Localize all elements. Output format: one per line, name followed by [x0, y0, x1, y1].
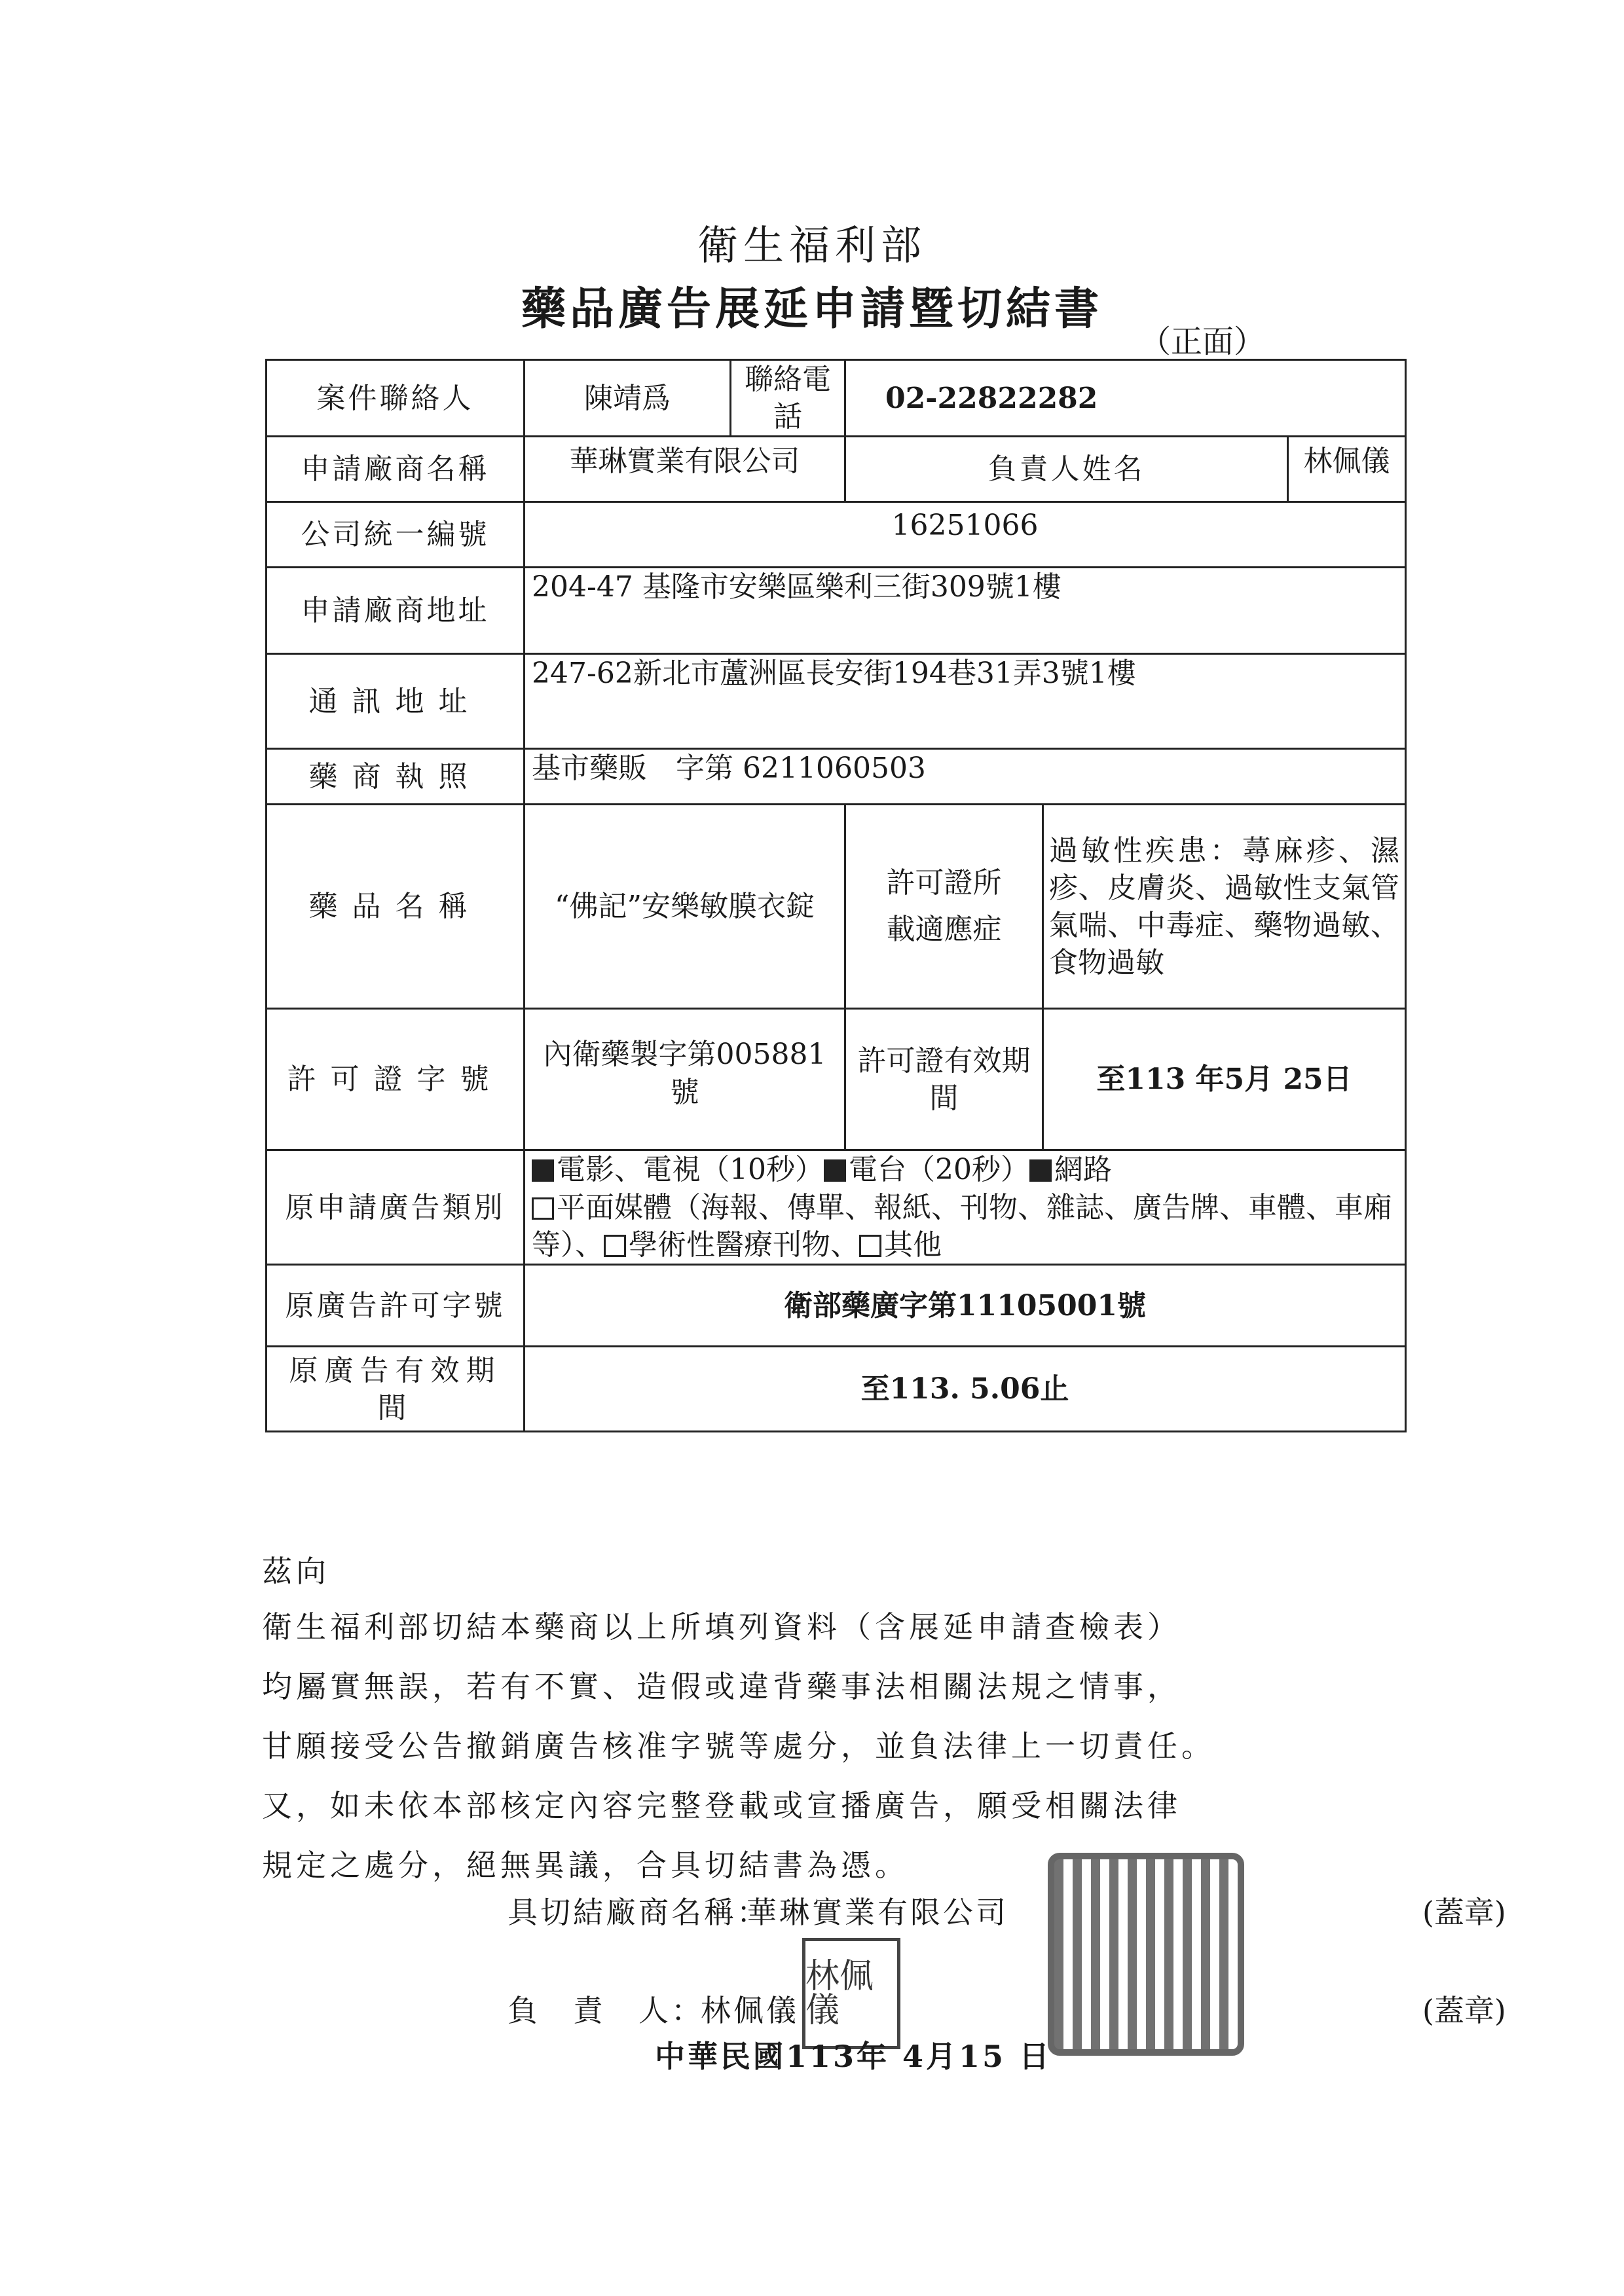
ad-type-option-label: 電影、電視（10秒） [557, 1153, 824, 1187]
tax-id-label: 公司統一編號 [267, 502, 525, 568]
unchecked-box-icon [532, 1197, 554, 1220]
face-note: （正面） [1139, 323, 1266, 360]
owner-value: 林佩儀 [1288, 437, 1406, 502]
ad-type-option [859, 1228, 942, 1262]
phone-label: 聯絡電話 [731, 360, 845, 437]
declaration-line-4: 又，如未依本部核定內容完整登載或宣播廣告，願受相關法律 [262, 1788, 1181, 1823]
unchecked-box-icon [604, 1235, 626, 1257]
ad-type-option-label: 平面媒體（海報、傳單、報紙、刊物、雜誌、廣告牌、車體、車廂等）、 [532, 1190, 1392, 1262]
checked-box-icon [532, 1159, 554, 1182]
permit-value: 內衛藥製字第005881號 [525, 1009, 845, 1150]
address-label: 申請廠商地址 [267, 568, 525, 654]
declaration-line-1: 衛生福利部切結本藥商以上所填列資料（含展延申請查檢表） [262, 1609, 1181, 1645]
orig-period-label: 原廣告有效期間 [267, 1347, 525, 1432]
stamp-note-owner: (蓋章) [1422, 1993, 1506, 2028]
permit-label: 許可證字號 [267, 1009, 525, 1150]
contact-label: 案件聯絡人 [267, 360, 525, 437]
ad-type-label: 原申請廣告類別 [267, 1150, 525, 1265]
owner-label: 負責人姓名 [845, 437, 1288, 502]
declaration-salutation: 茲向 [262, 1554, 330, 1589]
ad-type-option [532, 1153, 824, 1186]
ad-type-option-label: 網路 [1054, 1153, 1112, 1187]
company-label: 申請廠商名稱 [267, 437, 525, 502]
tax-id-value: 16251066 [525, 502, 1406, 568]
declaration-line-2: 均屬實無誤，若有不實、造假或違背藥事法相關法規之情事， [262, 1669, 1181, 1704]
unchecked-box-icon [859, 1235, 881, 1257]
company-value: 華琳實業有限公司 [525, 437, 845, 502]
validity-value: 至113 年5月 25日 [1043, 1009, 1406, 1150]
phone-value: 02-22822282 [845, 360, 1406, 437]
drug-name-label: 藥品名稱 [267, 805, 525, 1009]
license-label: 藥商執照 [267, 749, 525, 805]
signature-date: 中華民國113年 4月15 日 [655, 2039, 1052, 2074]
drug-name-value: “佛記”安樂敏膜衣錠 [525, 805, 845, 1009]
company-seal-stamp [1048, 1853, 1244, 2056]
signer-owner-label: 負 責 人： [507, 1993, 704, 2028]
contact-value: 陳靖爲 [525, 360, 731, 437]
address-value: 204-47 基隆市安樂區樂利三街309號1樓 [525, 568, 1406, 654]
checked-box-icon [1029, 1159, 1052, 1182]
license-value: 基市藥販 字第 6211060503 [525, 749, 1406, 805]
form-title: 藥品廣告展延申請暨切結書 [521, 283, 1103, 335]
orig-period-value: 至113. 5.06止 [525, 1347, 1406, 1432]
mail-address-value: 247-62新北市蘆洲區長安街194巷31弄3號1樓 [525, 654, 1406, 749]
ministry-title: 衛生福利部 [697, 221, 927, 269]
ad-type-option-label: 其他 [884, 1228, 942, 1262]
checked-box-icon [824, 1159, 846, 1182]
mail-address-label: 通訊地址 [267, 654, 525, 749]
indication-value: 過敏性疾患：蕁麻疹、濕疹、皮膚炎、過敏性支氣管氣喘、中毒症、藥物過敏、食物過敏 [1043, 805, 1406, 1009]
orig-permit-label: 原廣告許可字號 [267, 1265, 525, 1347]
ad-type-option [824, 1153, 1029, 1186]
ad-type-option-label: 學術性醫療刊物、 [629, 1228, 859, 1262]
orig-permit-value: 衛部藥廣字第11105001號 [525, 1265, 1406, 1347]
signer-company-label: 具切結廠商名稱： [507, 1895, 769, 1930]
ad-type-options [525, 1150, 1406, 1265]
declaration-line-5: 規定之處分，絕無異議，合具切結書為憑。 [262, 1848, 909, 1883]
ad-type-option [1029, 1153, 1112, 1186]
indication-label: 許可證所載適應症 [845, 805, 1043, 1009]
ad-type-option [604, 1228, 859, 1262]
validity-label: 許可證有效期間 [845, 1009, 1043, 1150]
declaration-line-3: 甘願接受公告撤銷廣告核准字號等處分，並負法律上一切責任。 [262, 1728, 1215, 1764]
signer-owner-value: 林佩儀 [701, 1993, 799, 2028]
application-form-table [265, 359, 1407, 1432]
owner-seal-stamp: 林佩儀 [802, 1938, 900, 2049]
signer-company-value: 華琳實業有限公司 [747, 1895, 1008, 1930]
ad-type-option-label: 電台（20秒） [849, 1153, 1029, 1187]
stamp-note-company: (蓋章) [1422, 1895, 1506, 1930]
